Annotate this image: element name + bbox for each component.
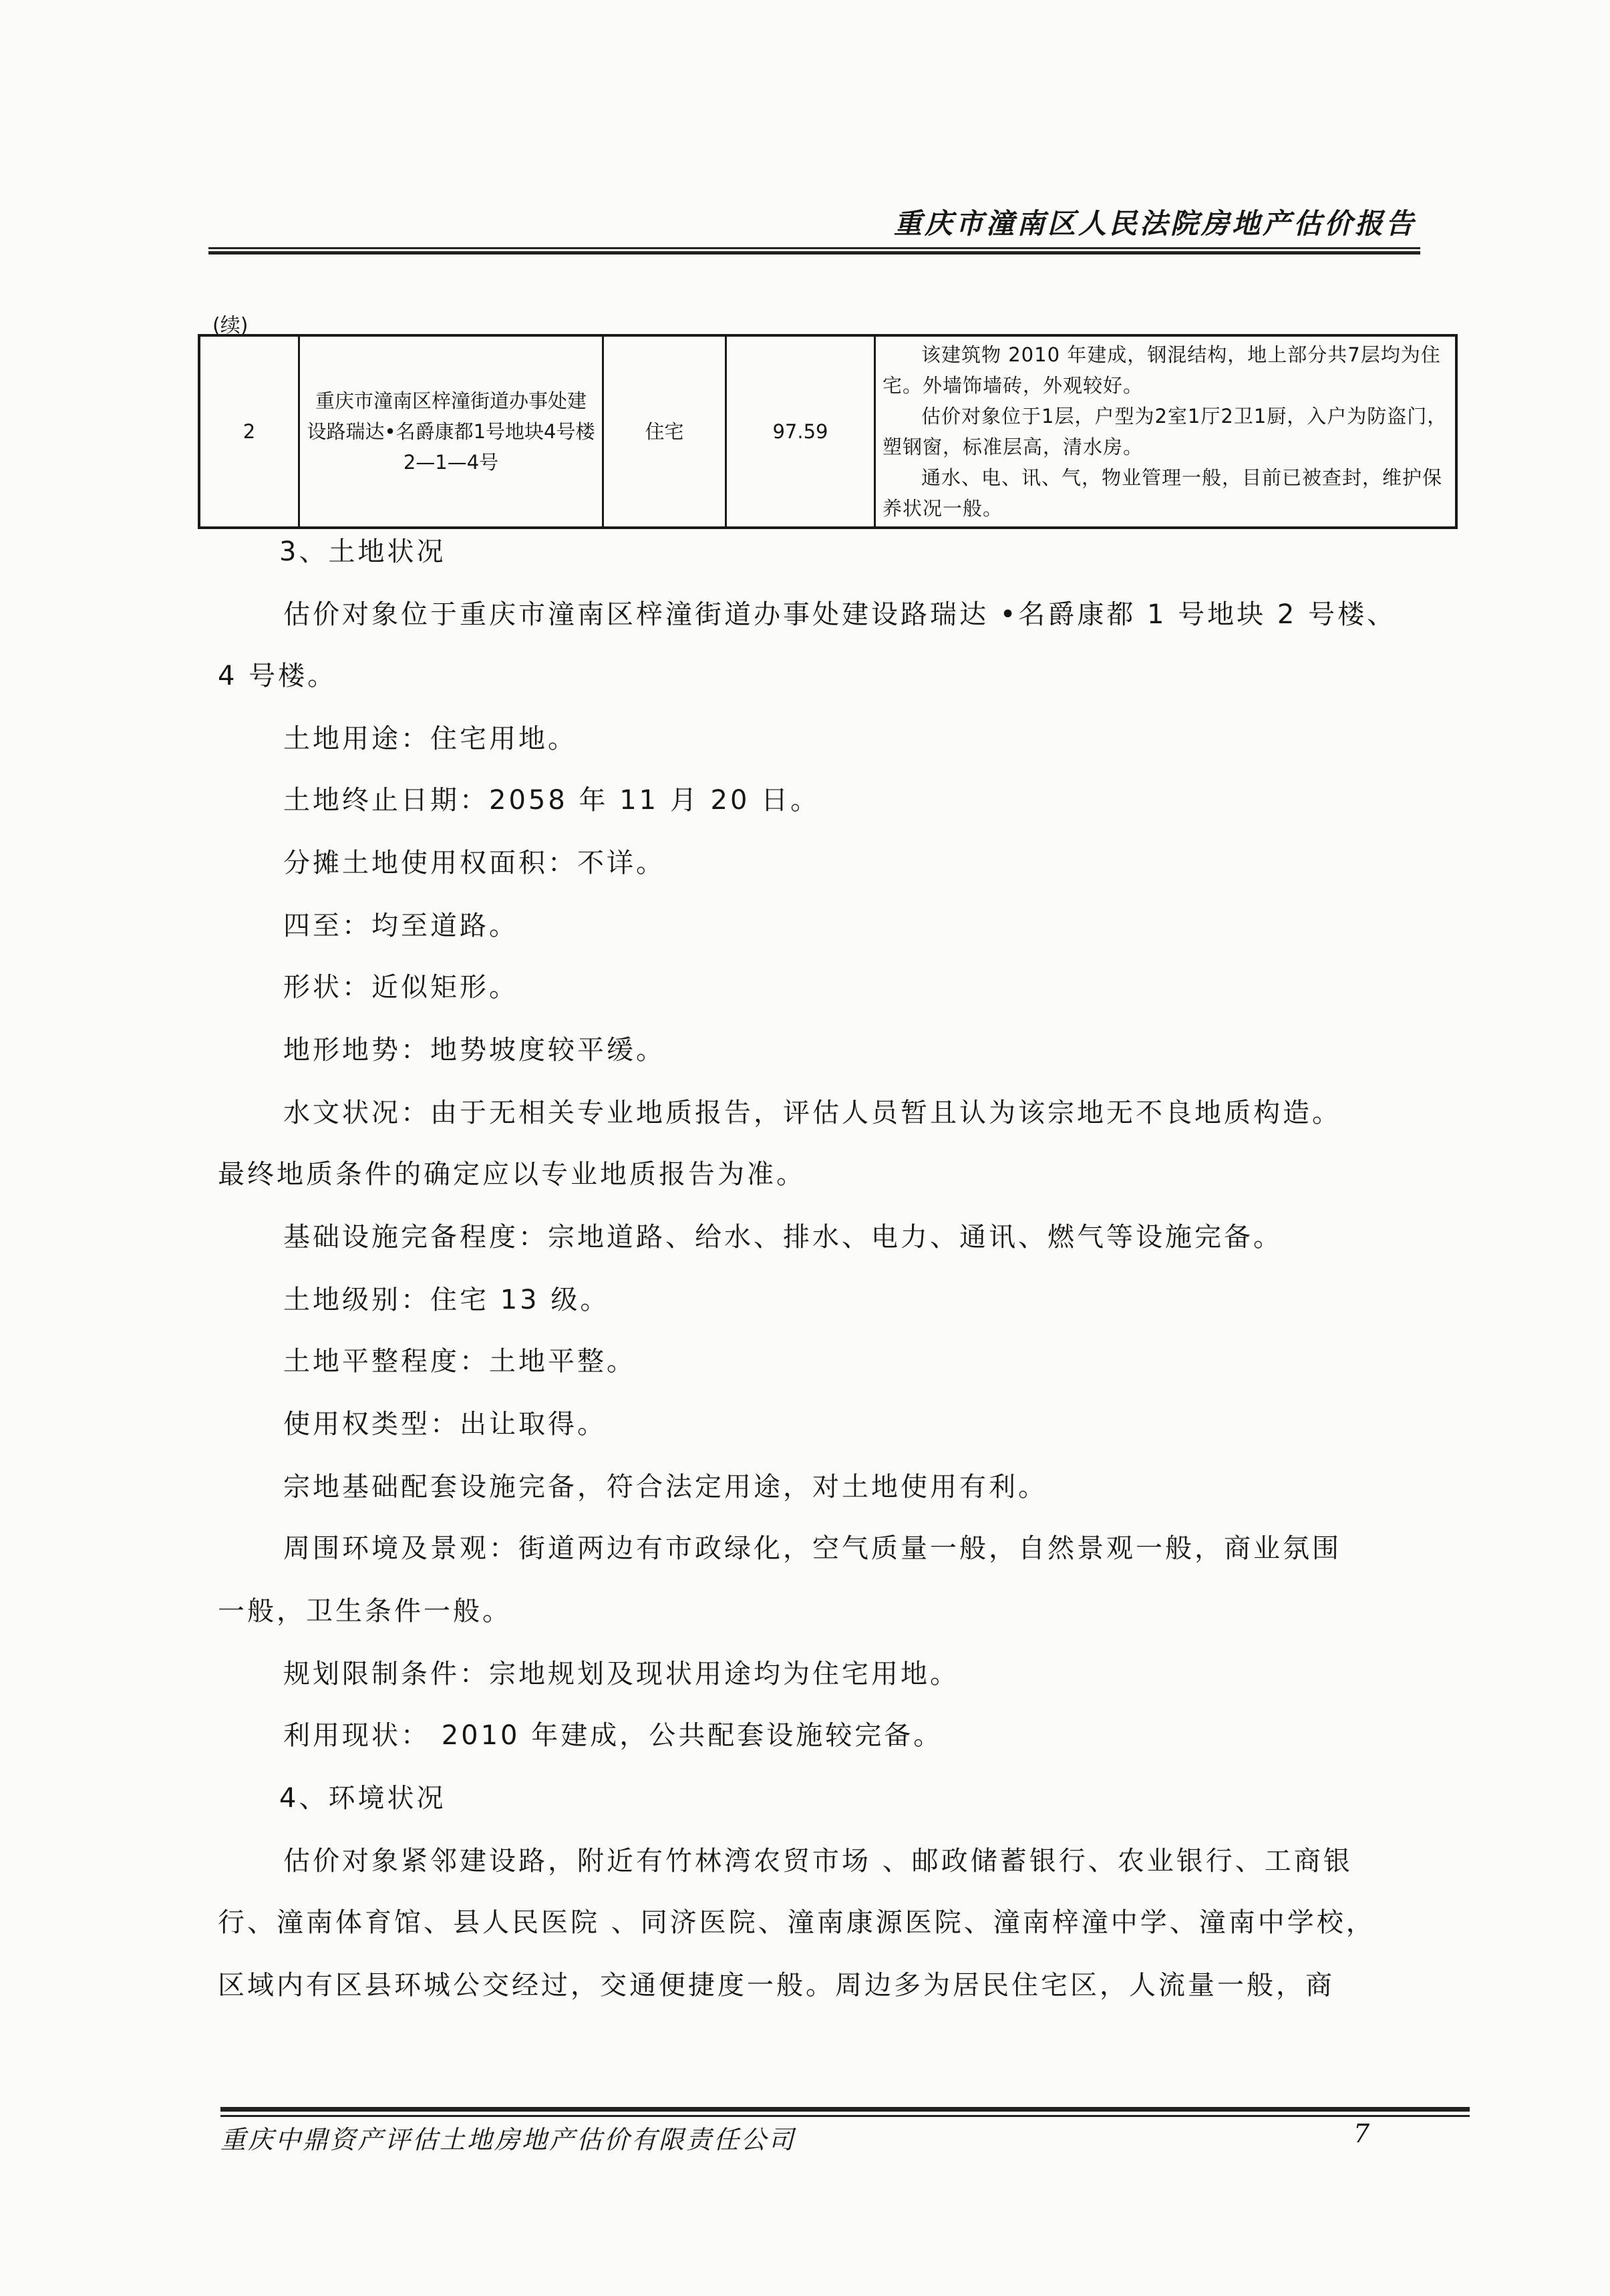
paragraph-line: 基础设施完备程度：宗地道路、给水、排水、电力、通讯、燃气等设施完备。 (283, 1222, 1283, 1253)
paragraph-line: 区域内有区县环城公交经过，交通便捷度一般。周边多为居民住宅区，人流量一般，商 (218, 1970, 1335, 2001)
page-number: 7 (1353, 2119, 1370, 2148)
paragraph-line: 估价对象紧邻建设路，附近有竹林湾农贸市场 、邮政储蓄银行、农业银行、工商银 (283, 1846, 1353, 1876)
paragraph-line: 分摊土地使用权面积：不详。 (283, 848, 665, 878)
header-rule-thick (208, 251, 1420, 255)
paragraph-line: 一般，卫生条件一般。 (218, 1596, 512, 1627)
paragraph-line: 四至：均至道路。 (283, 911, 518, 941)
report-header-title: 重庆市潼南区人民法院房地产估价报告 (893, 207, 1416, 240)
paragraph-line: 地形地势：地势坡度较平缓。 (283, 1035, 665, 1065)
paragraph-line: 估价对象位于重庆市潼南区梓潼街道办事处建设路瑞达 •名爵康都 1 号地块 2 号楼、 (283, 599, 1397, 630)
cell-description (875, 335, 1457, 528)
paragraph-line: 4 号楼。 (218, 661, 337, 691)
paragraph-line: 土地平整程度：土地平整。 (283, 1346, 636, 1377)
paragraph-line: 宗地基础配套设施完备，符合法定用途，对土地使用有利。 (283, 1472, 1048, 1502)
cell-number: 2 (199, 335, 299, 528)
footer-rule (220, 2115, 1470, 2117)
property-table (198, 334, 1458, 529)
description-line: 估价对象位于1层，户型为2室1厅2卫1厨，入户为防盗门，塑钢窗，标准层高，清水房。 (882, 405, 1448, 458)
description-line: 该建筑物 2010 年建成，钢混结构，地上部分共7层均为住宅。外墙饰墙砖，外观较好。 (882, 343, 1441, 397)
paragraph-line: 周围环境及景观：街道两边有市政绿化，空气质量一般，自然景观一般，商业氛围 (283, 1533, 1341, 1564)
paragraph-line: 土地用途：住宅用地。 (283, 723, 577, 754)
section-heading-environment: 4、环境状况 (279, 1783, 446, 1814)
table-continued-label: (续) (212, 314, 249, 337)
description-line: 通水、电、讯、气，物业管理一般，目前已被查封，维护保养状况一般。 (882, 466, 1443, 520)
header-rule (208, 247, 1420, 249)
paragraph-line: 土地级别：住宅 13 级。 (283, 1285, 610, 1315)
paragraph-line: 利用现状： 2010 年建成，公共配套设施较完备。 (283, 1720, 943, 1751)
footer-rule-thick (220, 2107, 1470, 2112)
cell-area: 97.59 (726, 335, 875, 528)
cell-location: 重庆市潼南区梓潼街道办事处建设路瑞达•名爵康都1号地块4号楼2—1—4号 (299, 335, 603, 528)
paragraph-line: 土地终止日期：2058 年 11 月 20 日。 (283, 785, 820, 816)
footer-company-name: 重庆中鼎资产评估土地房地产估价有限责任公司 (220, 2125, 796, 2154)
paragraph-line: 行、潼南体育馆、县人民医院 、同济医院、潼南康源医院、潼南梓潼中学、潼南中学校， (218, 1907, 1376, 1938)
paragraph-line: 水文状况：由于无相关专业地质报告，评估人员暂且认为该宗地无不良地质构造。 (283, 1098, 1341, 1128)
paragraph-line: 形状：近似矩形。 (283, 972, 518, 1003)
paragraph-line: 使用权类型：出让取得。 (283, 1409, 607, 1440)
paragraph-line: 规划限制条件：宗地规划及现状用途均为住宅用地。 (283, 1659, 959, 1689)
section-heading-land: 3、土地状况 (279, 536, 446, 567)
table-row (199, 335, 1456, 528)
paragraph-line: 最终地质条件的确定应以专业地质报告为准。 (218, 1159, 806, 1190)
cell-use: 住宅 (603, 335, 726, 528)
